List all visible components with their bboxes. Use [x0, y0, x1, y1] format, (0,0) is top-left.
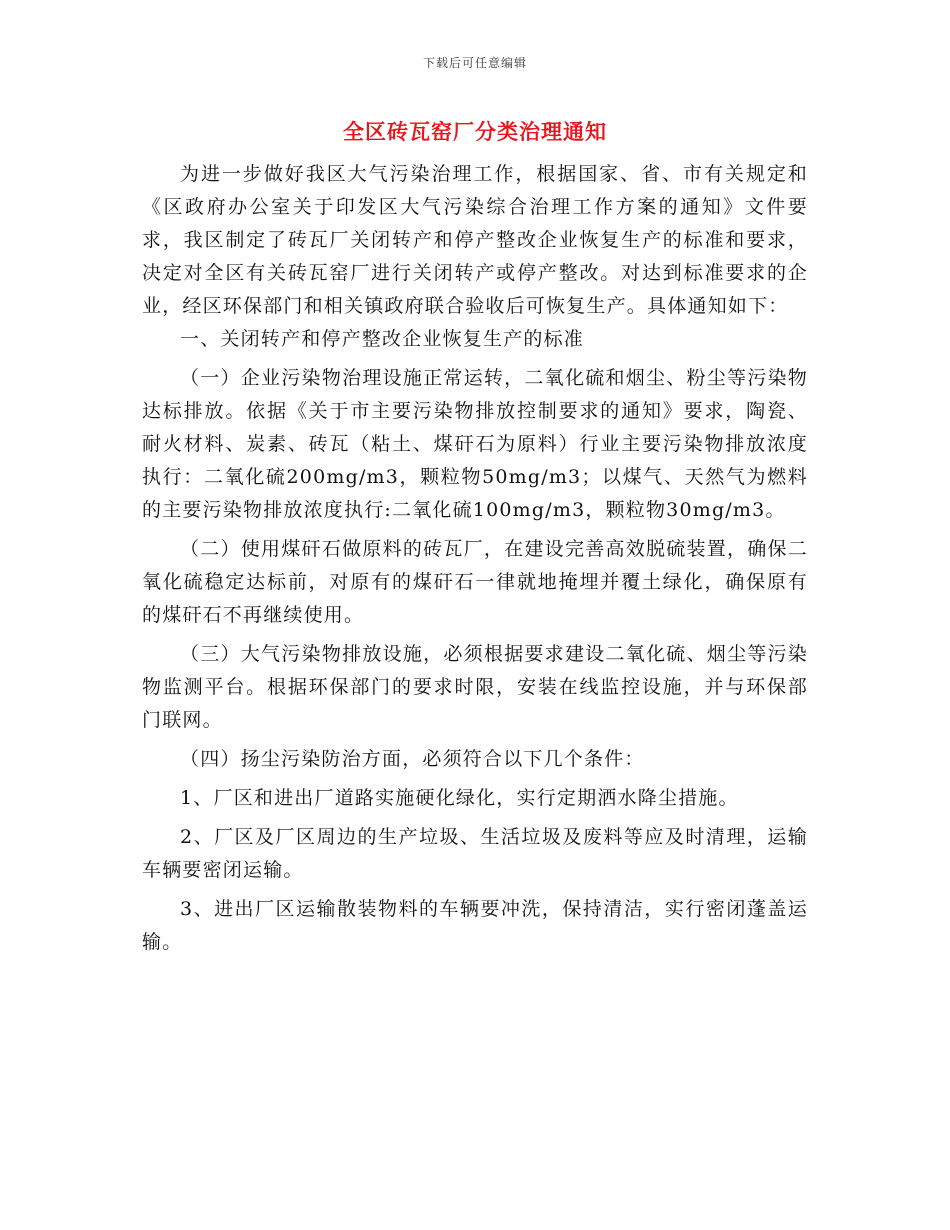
paragraph-item-3: （三）大气污染物排放设施，必须根据要求建设二氧化硫、烟尘等污染物监测平台。根据环保部门的要求时限，安装在线监控设施，并与环保部门联网。 — [142, 643, 808, 731]
paragraph-intro: 为进一步做好我区大气污染治理工作，根据国家、省、市有关规定和《区政府办公室关于印发区大气污染综合治理工作方案的通知》文件要求，我区制定了砖瓦厂关闭转产和停产整改企业恢复生产的标准和要求，决定对全区有关砖瓦窑厂进行关闭转产或停产整改。对达到标准要求的企业，经区环保部门和相关镇政府联合验收后可恢复生产。具体通知如下： — [142, 163, 808, 317]
paragraph-item-2: （二）使用煤矸石做原料的砖瓦厂，在建设完善高效脱硫装置，确保二氧化硫稳定达标前，对原有的煤矸石一律就地掩埋并覆土绿化，确保原有的煤矸石不再继续使用。 — [142, 538, 808, 626]
paragraph-section-1-heading: 一、关闭转产和停产整改企业恢复生产的标准 — [180, 328, 585, 350]
paragraph-subitem-1: 1、厂区和进出厂道路实施硬化绿化，实行定期洒水降尘措施。 — [180, 787, 739, 809]
document-body — [142, 158, 808, 959]
paragraph-subitem-3: 3、进出厂区运输散装物料的车辆要冲洗，保持清洁，实行密闭蓬盖运输。 — [142, 898, 808, 953]
document-title: 全区砖瓦窑厂分类治理通知 — [343, 119, 607, 144]
paragraph-item-1: （一）企业污染物治理设施正常运转，二氧化硫和烟尘、粉尘等污染物达标排放。依据《关于市主要污染物排放控制要求的通知》要求，陶瓷、耐火材料、炭素、砖瓦（粘土、煤矸石为原料）行业主要污染物排放浓度执行：二氧化硫200mg/m3，颗粒物50mg/m3；以煤气、天然气为燃料的主要污染物排放浓度执行:二氧化硫100mg/m3，颗粒物30mg/m3。 — [142, 367, 808, 521]
paragraph-item-4: （四）扬尘污染防治方面，必须符合以下几个条件： — [180, 748, 645, 770]
paragraph-subitem-2: 2、厂区及厂区周边的生产垃圾、生活垃圾及废料等应及时清理，运输车辆要密闭运输。 — [142, 826, 808, 881]
header-note: 下载后可任意编辑 — [422, 56, 527, 70]
